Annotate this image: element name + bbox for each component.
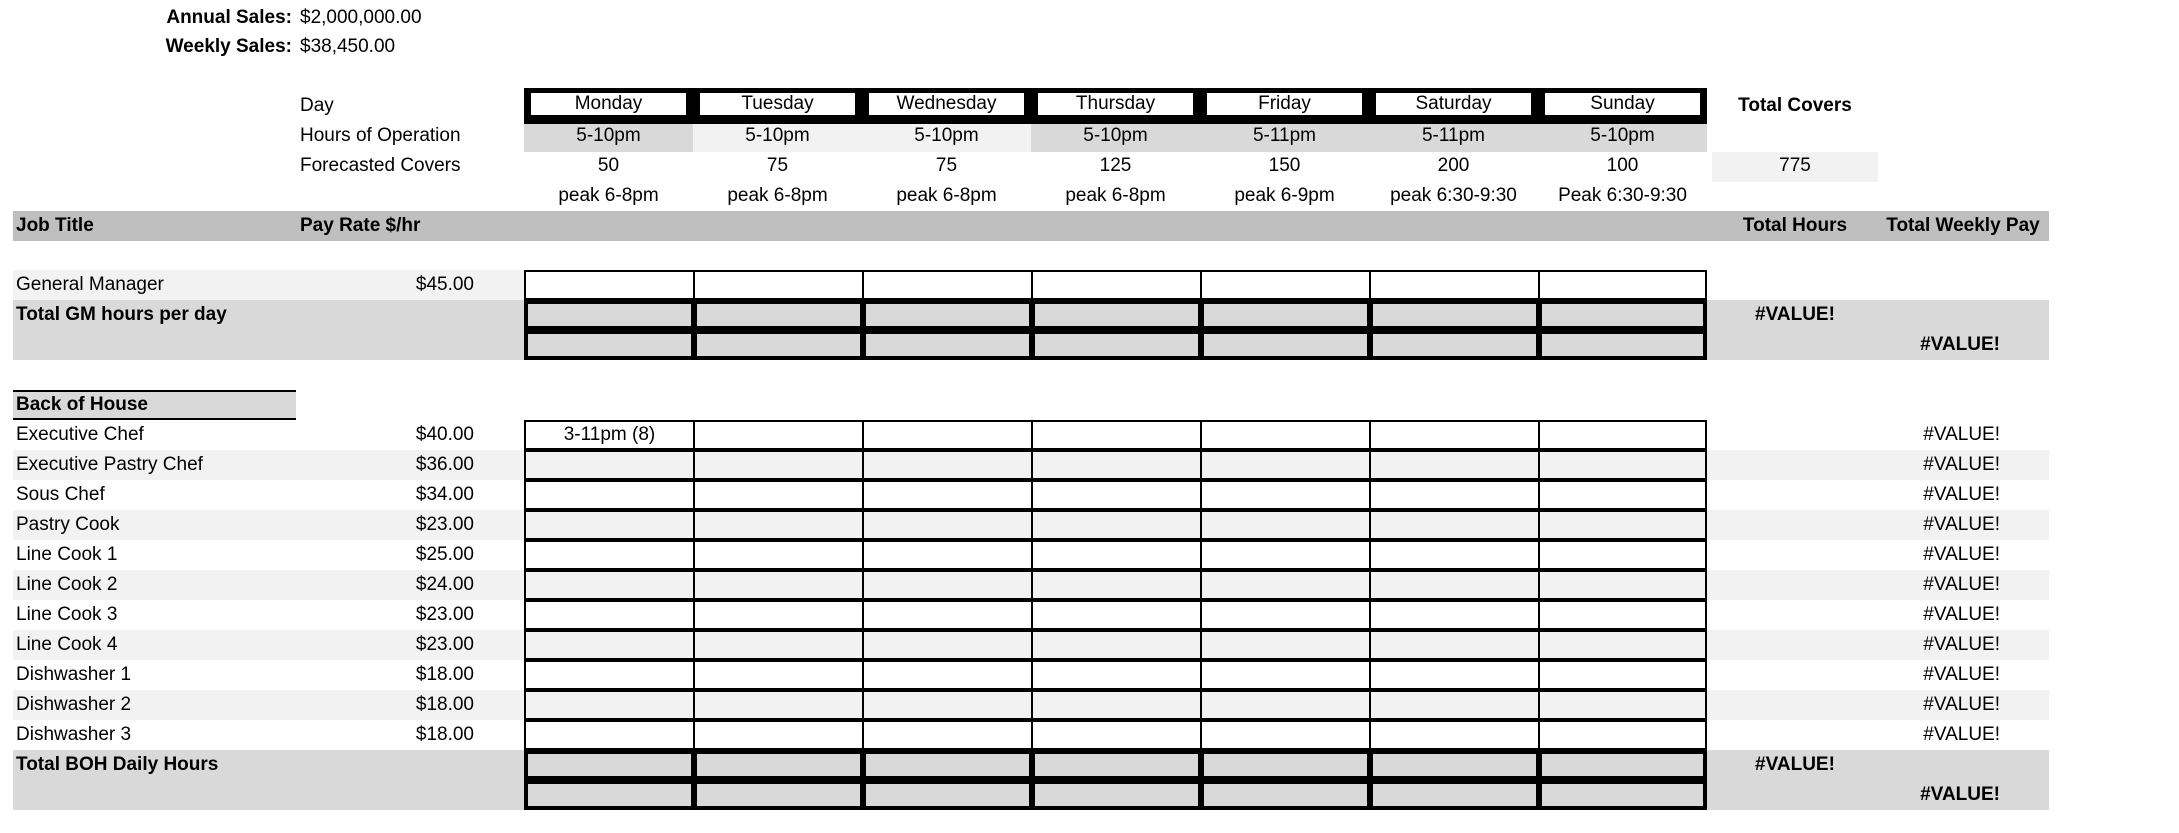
forecasted-covers-label: Forecasted Covers (300, 155, 461, 176)
dishwasher-3-shift-tuesday[interactable] (693, 720, 864, 750)
gm-total-hours[interactable]: #VALUE! (1755, 304, 1835, 325)
line-cook-4-title: Line Cook 4 (16, 634, 118, 655)
line-cook-2-shift-tuesday[interactable] (693, 570, 864, 600)
line-cook-4-shift-sunday[interactable] (1538, 630, 1707, 660)
boh-total-2-friday[interactable] (1200, 780, 1371, 810)
executive-chef-shift-tuesday[interactable] (693, 420, 864, 450)
gm-total-tuesday[interactable] (693, 300, 864, 330)
gm-shift-wednesday[interactable] (862, 270, 1033, 300)
gm-total-2-tuesday[interactable] (693, 330, 864, 360)
dishwasher-1-shift-saturday[interactable] (1369, 660, 1540, 690)
line-cook-3-shift-tuesday[interactable] (693, 600, 864, 630)
peak-friday[interactable]: peak 6-9pm (1234, 185, 1335, 206)
line-cook-1-title: Line Cook 1 (16, 544, 118, 565)
covers-sunday[interactable]: 100 (1606, 155, 1639, 176)
line-cook-4-shift-thursday[interactable] (1031, 630, 1202, 660)
covers-monday[interactable]: 50 (597, 155, 620, 176)
day-header-thursday: Thursday (1038, 93, 1193, 115)
gm-total-2-monday[interactable] (524, 330, 695, 360)
peak-sunday[interactable]: Peak 6:30-9:30 (1558, 185, 1687, 206)
executive-chef-shift-wednesday[interactable] (862, 420, 1033, 450)
peak-tuesday[interactable]: peak 6-8pm (727, 185, 828, 206)
boh-total-tuesday[interactable] (693, 750, 864, 780)
gm-total-pay[interactable]: #VALUE! (1920, 334, 2000, 355)
executive-pastry-chef-shift-tuesday[interactable] (693, 450, 864, 480)
line-cook-2-shift-sunday[interactable] (1538, 570, 1707, 600)
pastry-cook-shift-saturday[interactable] (1369, 510, 1540, 540)
peak-thursday[interactable]: peak 6-8pm (1065, 185, 1166, 206)
line-cook-2-shift-thursday[interactable] (1031, 570, 1202, 600)
total-covers-value[interactable]: 775 (1779, 155, 1811, 176)
weekly-sales-value[interactable]: $38,450.00 (300, 36, 396, 57)
dishwasher-3-title: Dishwasher 3 (16, 724, 132, 745)
line-cook-1-weekly-pay[interactable]: #VALUE! (1923, 544, 2000, 565)
line-cook-4-shift-friday[interactable] (1200, 630, 1371, 660)
sous-chef-shift-wednesday[interactable] (862, 480, 1033, 510)
peak-wednesday[interactable]: peak 6-8pm (896, 185, 997, 206)
dishwasher-2-shift-wednesday[interactable] (862, 690, 1033, 720)
peak-monday[interactable]: peak 6-8pm (558, 185, 659, 206)
boh-total-saturday[interactable] (1369, 750, 1540, 780)
gm-total-2-sunday[interactable] (1538, 330, 1707, 360)
line-cook-1-shift-wednesday[interactable] (862, 540, 1033, 570)
day-header-sunday: Sunday (1545, 93, 1700, 115)
executive-pastry-chef-shift-friday[interactable] (1200, 450, 1371, 480)
sous-chef-title: Sous Chef (16, 484, 105, 505)
job-title-header: Job Title (16, 215, 94, 236)
dishwasher-3-shift-thursday[interactable] (1031, 720, 1202, 750)
dishwasher-3-shift-sunday[interactable] (1538, 720, 1707, 750)
boh-total-wednesday[interactable] (862, 750, 1033, 780)
gm-total-saturday[interactable] (1369, 300, 1540, 330)
pastry-cook-rate[interactable]: $23.00 (415, 514, 474, 535)
covers-thursday[interactable]: 125 (1099, 155, 1132, 176)
pastry-cook-shift-sunday[interactable] (1538, 510, 1707, 540)
line-cook-3-shift-friday[interactable] (1200, 600, 1371, 630)
gm-total-2-friday[interactable] (1200, 330, 1371, 360)
pastry-cook-shift-monday[interactable] (524, 510, 695, 540)
line-cook-1-shift-saturday[interactable] (1369, 540, 1540, 570)
line-cook-1-shift-sunday[interactable] (1538, 540, 1707, 570)
boh-total-label: Total BOH Daily Hours (16, 754, 219, 775)
dishwasher-2-title: Dishwasher 2 (16, 694, 132, 715)
boh-total-friday[interactable] (1200, 750, 1371, 780)
dishwasher-1-shift-thursday[interactable] (1031, 660, 1202, 690)
day-header-monday: Monday (531, 93, 686, 115)
annual-sales-label: Annual Sales: (166, 7, 292, 28)
covers-tuesday[interactable]: 75 (766, 155, 789, 176)
gm-total-2-wednesday[interactable] (862, 330, 1033, 360)
dishwasher-2-shift-sunday[interactable] (1538, 690, 1707, 720)
dishwasher-1-shift-wednesday[interactable] (862, 660, 1033, 690)
dishwasher-3-shift-wednesday[interactable] (862, 720, 1033, 750)
day-header-wednesday: Wednesday (869, 93, 1024, 115)
covers-friday[interactable]: 150 (1268, 155, 1301, 176)
pay-rate-header: Pay Rate $/hr (300, 215, 421, 236)
line-cook-1-shift-friday[interactable] (1200, 540, 1371, 570)
gm-total-2-saturday[interactable] (1369, 330, 1540, 360)
executive-pastry-chef-rate[interactable]: $36.00 (415, 454, 474, 475)
hours-monday[interactable]: 5-10pm (576, 125, 641, 146)
boh-total-sunday[interactable] (1538, 750, 1707, 780)
sous-chef-shift-tuesday[interactable] (693, 480, 864, 510)
boh-total-2-wednesday[interactable] (862, 780, 1033, 810)
line-cook-1-shift-monday[interactable] (524, 540, 695, 570)
line-cook-2-shift-wednesday[interactable] (862, 570, 1033, 600)
hours-saturday[interactable]: 5-11pm (1421, 125, 1485, 146)
gm-rate[interactable]: $45.00 (415, 274, 474, 295)
dishwasher-3-shift-friday[interactable] (1200, 720, 1371, 750)
gm-shift-saturday[interactable] (1369, 270, 1540, 300)
line-cook-2-weekly-pay[interactable]: #VALUE! (1923, 574, 2000, 595)
annual-sales-value[interactable]: $2,000,000.00 (300, 7, 422, 28)
hours-friday[interactable]: 5-11pm (1252, 125, 1316, 146)
line-cook-1-rate[interactable]: $25.00 (415, 544, 474, 565)
line-cook-1-shift-thursday[interactable] (1031, 540, 1202, 570)
line-cook-2-shift-monday[interactable] (524, 570, 695, 600)
executive-chef-title: Executive Chef (16, 424, 144, 445)
gm-total-monday[interactable] (524, 300, 695, 330)
peak-saturday[interactable]: peak 6:30-9:30 (1390, 185, 1517, 206)
gm-total-wednesday[interactable] (862, 300, 1033, 330)
gm-shift-friday[interactable] (1200, 270, 1371, 300)
line-cook-2-title: Line Cook 2 (16, 574, 118, 595)
executive-chef-shift-saturday[interactable] (1369, 420, 1540, 450)
day-header-saturday: Saturday (1376, 93, 1531, 115)
pastry-cook-shift-thursday[interactable] (1031, 510, 1202, 540)
boh-total-pay[interactable]: #VALUE! (1920, 784, 2000, 805)
day-header-tuesday: Tuesday (700, 93, 855, 115)
pastry-cook-weekly-pay[interactable]: #VALUE! (1923, 514, 2000, 535)
executive-pastry-chef-shift-thursday[interactable] (1031, 450, 1202, 480)
covers-saturday[interactable]: 200 (1437, 155, 1470, 176)
gm-shift-monday[interactable] (524, 270, 695, 300)
line-cook-2-shift-friday[interactable] (1200, 570, 1371, 600)
executive-chef-weekly-pay[interactable]: #VALUE! (1923, 424, 2000, 445)
boh-total-2-tuesday[interactable] (693, 780, 864, 810)
line-cook-3-shift-sunday[interactable] (1538, 600, 1707, 630)
gm-total-sunday[interactable] (1538, 300, 1707, 330)
dishwasher-1-shift-friday[interactable] (1200, 660, 1371, 690)
line-cook-1-shift-tuesday[interactable] (693, 540, 864, 570)
dishwasher-1-rate[interactable]: $18.00 (415, 664, 474, 685)
dishwasher-2-rate[interactable]: $18.00 (415, 694, 474, 715)
dishwasher-2-shift-friday[interactable] (1200, 690, 1371, 720)
dishwasher-1-shift-monday[interactable] (524, 660, 695, 690)
line-cook-3-title: Line Cook 3 (16, 604, 118, 625)
dishwasher-2-shift-saturday[interactable] (1369, 690, 1540, 720)
line-cook-2-rate[interactable]: $24.00 (415, 574, 474, 595)
day-label: Day (300, 95, 334, 116)
dishwasher-2-shift-thursday[interactable] (1031, 690, 1202, 720)
sous-chef-shift-friday[interactable] (1200, 480, 1371, 510)
executive-chef-shift-thursday[interactable] (1031, 420, 1202, 450)
dishwasher-1-shift-sunday[interactable] (1538, 660, 1707, 690)
weekly-sales-label: Weekly Sales: (165, 36, 292, 57)
pastry-cook-shift-tuesday[interactable] (693, 510, 864, 540)
covers-wednesday[interactable]: 75 (935, 155, 958, 176)
sous-chef-shift-saturday[interactable] (1369, 480, 1540, 510)
hours-thursday[interactable]: 5-10pm (1083, 125, 1148, 146)
line-cook-4-shift-wednesday[interactable] (862, 630, 1033, 660)
boh-total-2-thursday[interactable] (1031, 780, 1202, 810)
line-cook-3-weekly-pay[interactable]: #VALUE! (1923, 604, 2000, 625)
line-cook-4-rate[interactable]: $23.00 (415, 634, 474, 655)
executive-pastry-chef-shift-saturday[interactable] (1369, 450, 1540, 480)
boh-total-thursday[interactable] (1031, 750, 1202, 780)
dishwasher-1-weekly-pay[interactable]: #VALUE! (1923, 664, 2000, 685)
line-cook-3-shift-monday[interactable] (524, 600, 695, 630)
gm-total-label: Total GM hours per day (16, 304, 227, 325)
executive-pastry-chef-shift-wednesday[interactable] (862, 450, 1033, 480)
pastry-cook-shift-wednesday[interactable] (862, 510, 1033, 540)
hours-wednesday[interactable]: 5-10pm (914, 125, 979, 146)
total-weekly-pay-header: Total Weekly Pay (1886, 215, 2040, 236)
pastry-cook-title: Pastry Cook (16, 514, 120, 535)
dishwasher-2-weekly-pay[interactable]: #VALUE! (1923, 694, 2000, 715)
dishwasher-3-shift-monday[interactable] (524, 720, 695, 750)
executive-chef-shift-friday[interactable] (1200, 420, 1371, 450)
pastry-cook-shift-friday[interactable] (1200, 510, 1371, 540)
dishwasher-1-shift-tuesday[interactable] (693, 660, 864, 690)
executive-chef-shift-monday[interactable]: 3-11pm (8) (524, 420, 695, 450)
line-cook-4-weekly-pay[interactable]: #VALUE! (1923, 634, 2000, 655)
executive-pastry-chef-weekly-pay[interactable]: #VALUE! (1923, 454, 2000, 475)
boh-total-2-sunday[interactable] (1538, 780, 1707, 810)
sous-chef-shift-monday[interactable] (524, 480, 695, 510)
boh-total-2-monday[interactable] (524, 780, 695, 810)
executive-pastry-chef-title: Executive Pastry Chef (16, 454, 203, 475)
dishwasher-2-shift-tuesday[interactable] (693, 690, 864, 720)
executive-pastry-chef-shift-monday[interactable] (524, 450, 695, 480)
dishwasher-1-title: Dishwasher 1 (16, 664, 132, 685)
gm-title: General Manager (16, 274, 164, 295)
dishwasher-3-rate[interactable]: $18.00 (415, 724, 474, 745)
executive-chef-shift-sunday[interactable] (1538, 420, 1707, 450)
gm-total-2-thursday[interactable] (1031, 330, 1202, 360)
executive-chef-rate[interactable]: $40.00 (415, 424, 474, 445)
boh-total-hours[interactable]: #VALUE! (1755, 754, 1835, 775)
gm-total-friday[interactable] (1200, 300, 1371, 330)
sous-chef-rate[interactable]: $34.00 (415, 484, 474, 505)
dishwasher-3-weekly-pay[interactable]: #VALUE! (1923, 724, 2000, 745)
gm-total-thursday[interactable] (1031, 300, 1202, 330)
hours-of-operation-label: Hours of Operation (300, 125, 461, 146)
total-covers-label: Total Covers (1738, 95, 1852, 116)
day-header-friday: Friday (1207, 93, 1362, 115)
line-cook-4-shift-tuesday[interactable] (693, 630, 864, 660)
dishwasher-3-shift-saturday[interactable] (1369, 720, 1540, 750)
hours-sunday[interactable]: 5-10pm (1590, 125, 1655, 146)
gm-shift-thursday[interactable] (1031, 270, 1202, 300)
line-cook-3-shift-thursday[interactable] (1031, 600, 1202, 630)
boh-section-label: Back of House (16, 394, 148, 415)
total-hours-header: Total Hours (1742, 215, 1848, 236)
executive-pastry-chef-shift-sunday[interactable] (1538, 450, 1707, 480)
gm-shift-tuesday[interactable] (693, 270, 864, 300)
boh-total-2-saturday[interactable] (1369, 780, 1540, 810)
boh-total-monday[interactable] (524, 750, 695, 780)
sous-chef-weekly-pay[interactable]: #VALUE! (1923, 484, 2000, 505)
line-cook-4-shift-saturday[interactable] (1369, 630, 1540, 660)
gm-shift-sunday[interactable] (1538, 270, 1707, 300)
line-cook-3-rate[interactable]: $23.00 (415, 604, 474, 625)
line-cook-2-shift-saturday[interactable] (1369, 570, 1540, 600)
line-cook-3-shift-saturday[interactable] (1369, 600, 1540, 630)
hours-tuesday[interactable]: 5-10pm (745, 125, 810, 146)
dishwasher-2-shift-monday[interactable] (524, 690, 695, 720)
sous-chef-shift-sunday[interactable] (1538, 480, 1707, 510)
line-cook-4-shift-monday[interactable] (524, 630, 695, 660)
sous-chef-shift-thursday[interactable] (1031, 480, 1202, 510)
line-cook-3-shift-wednesday[interactable] (862, 600, 1033, 630)
